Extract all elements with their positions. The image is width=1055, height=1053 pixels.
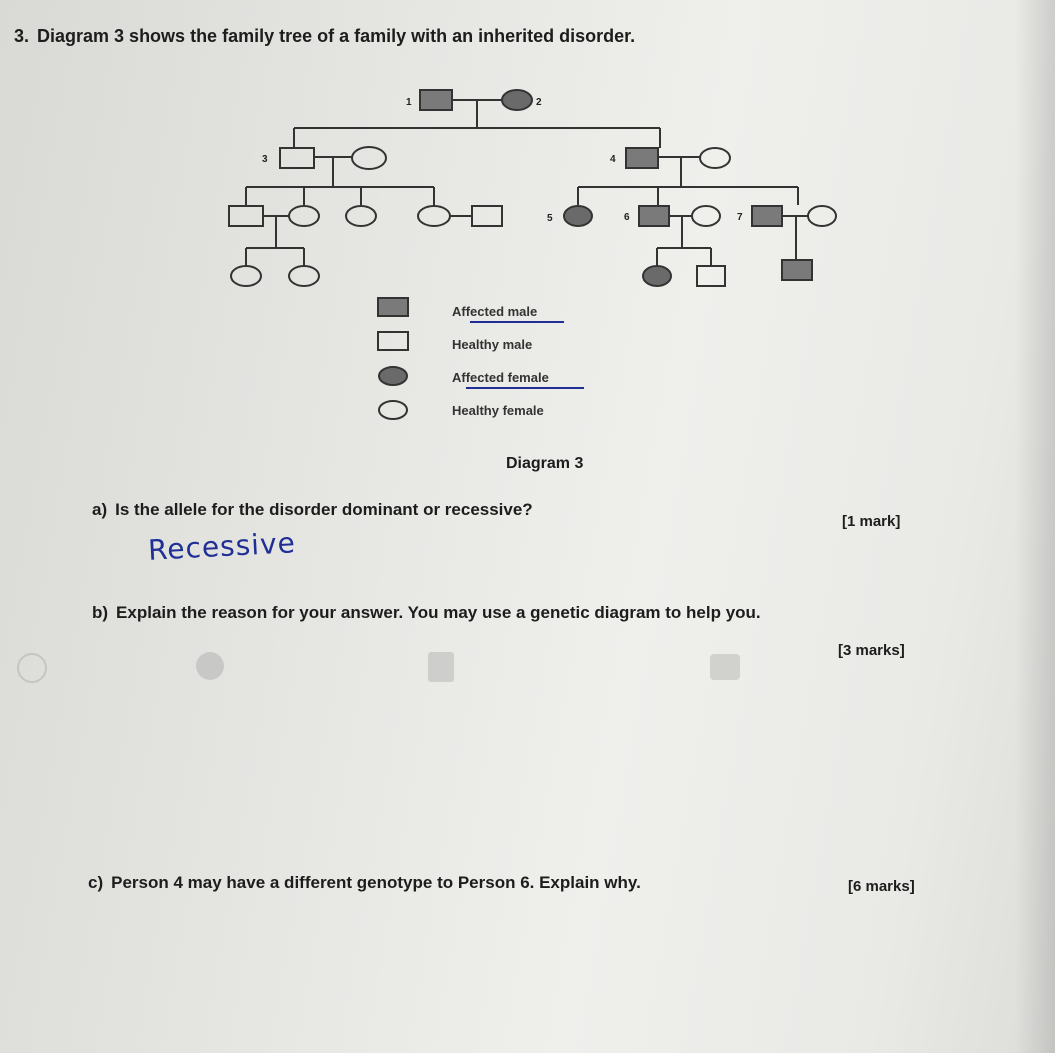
legend-affected-male-symbol [376,296,410,320]
part-b-question [92,603,761,623]
question-text: Diagram 3 shows the family tree of a family with an inherited disorder. [37,26,636,46]
gen4-affected-female [643,266,671,286]
person-3-label: 3 [262,154,268,165]
person-4-label: 4 [610,154,616,165]
legend-healthy-male-label: Healthy male [452,337,533,352]
facebook-icon [428,652,454,682]
faint-watermark-strip [10,648,970,688]
person-2-affected-female [502,90,532,110]
part-a-handwritten-answer: Recessive [147,526,297,567]
gen4-affected-male [782,260,812,280]
part-b-letter: b) [92,603,109,622]
part-c-marks: [6 marks] [848,878,915,895]
part-a-letter: a) [92,500,108,519]
question-title [14,26,635,47]
globe-icon [196,652,224,680]
person-6-affected-male [639,206,669,226]
person-5-label: 5 [547,213,553,224]
person-3-healthy-male [280,148,314,168]
legend-underline [470,321,564,323]
part-a-question [92,500,533,520]
gen3-healthy-male-a [229,206,263,226]
part-c-letter: c) [88,873,104,892]
legend-affected-female-symbol [376,364,410,388]
phone-icon [18,654,46,682]
gen3-healthy-male-b [472,206,502,226]
gen3-healthy-female-a [289,206,319,226]
person-4-affected-male [626,148,658,168]
part-b-text: Explain the reason for your answer. You may use a genetic diagram to help you. [116,603,761,622]
person-7-partner-healthy-female [808,206,836,226]
page-edge-shadow [1015,0,1055,1053]
person-7-affected-male [752,206,782,226]
family-tree-diagram [0,70,900,300]
twitter-icon [710,654,740,680]
gen4-healthy-male [697,266,725,286]
gen4-healthy-female-a [231,266,261,286]
legend-affected-female-label: Affected female [452,370,549,385]
legend-healthy-male-symbol [376,330,410,354]
gen3-healthy-female-c [418,206,450,226]
legend-underline [466,387,584,389]
legend-healthy-female-label: Healthy female [452,403,544,418]
person-4-partner-healthy-female [700,148,730,168]
person-3-partner-healthy-female [352,147,386,169]
diagram-caption: Diagram 3 [506,455,584,472]
part-c-text: Person 4 may have a different genotype to Person 6. Explain why. [111,873,641,892]
question-number: 3. [14,26,30,46]
person-6-partner-healthy-female [692,206,720,226]
person-1-label: 1 [406,97,412,108]
gen3-healthy-female-b [346,206,376,226]
part-b-marks: [3 marks] [838,642,905,659]
person-7-label: 7 [737,212,743,223]
legend-affected-male-label: Affected male [452,304,538,319]
part-a-marks: [1 mark] [842,513,901,530]
legend-healthy-female-symbol [376,398,410,422]
person-1-affected-male [420,90,452,110]
person-2-label: 2 [536,97,542,108]
part-c-question [88,873,641,893]
gen4-healthy-female-b [289,266,319,286]
person-6-label: 6 [624,212,630,223]
part-a-text: Is the allele for the disorder dominant or recessive? [115,500,533,519]
person-5-affected-female [564,206,592,226]
